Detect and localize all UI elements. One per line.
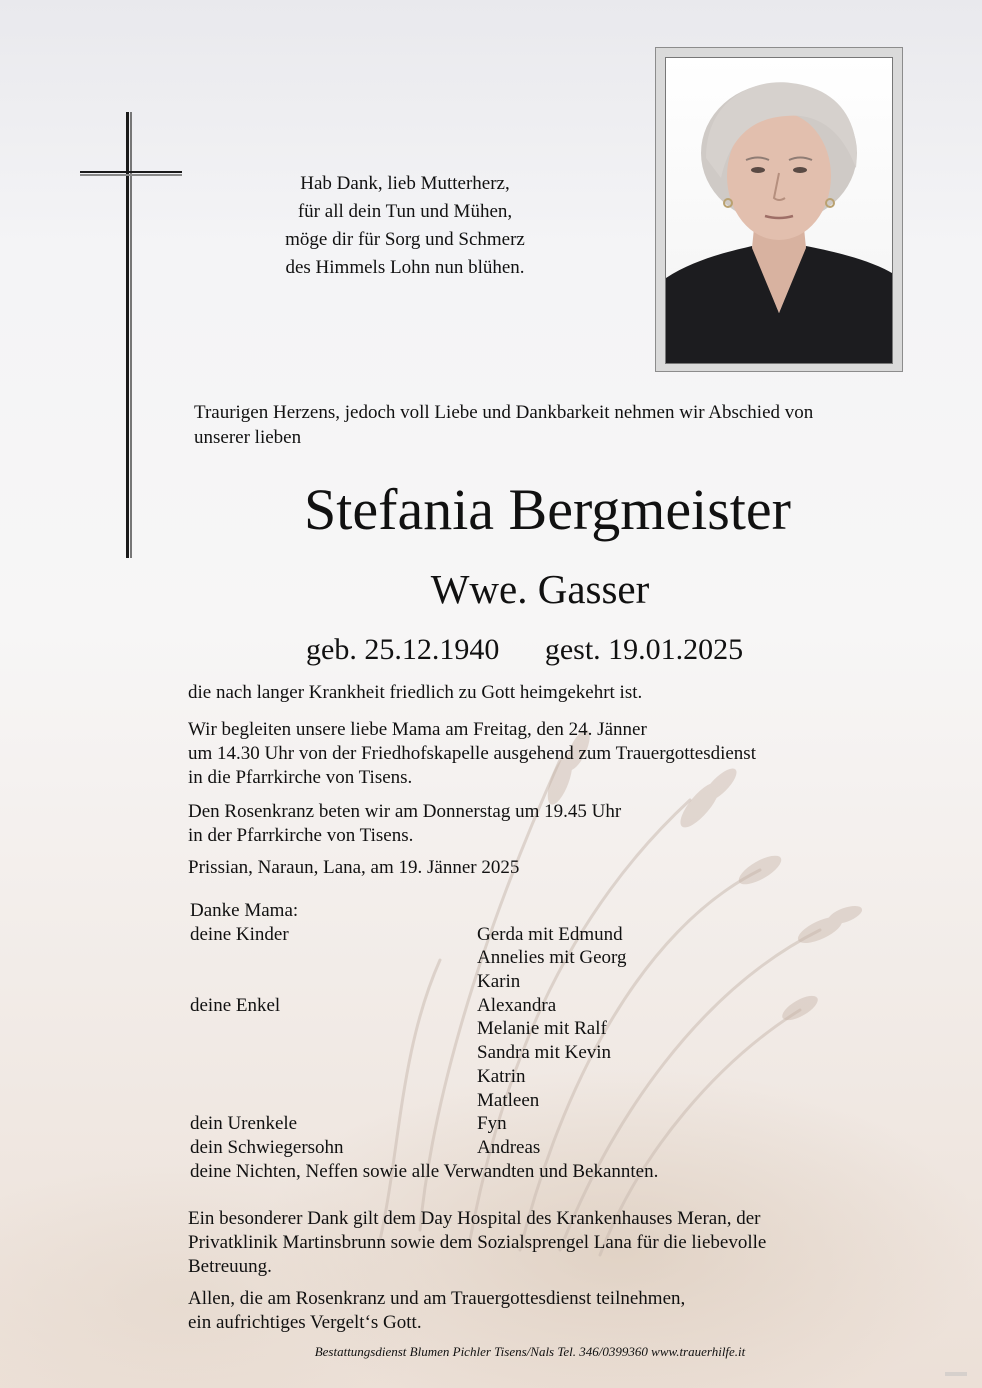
poem-line: des Himmels Lohn nun blühen. bbox=[285, 257, 525, 278]
place-date-text: Prissian, Naraun, Lana, am 19. Jänner 2025 bbox=[188, 857, 520, 878]
mourners-closing bbox=[190, 1160, 950, 1184]
list-item bbox=[190, 970, 950, 994]
portrait-photo bbox=[665, 57, 893, 364]
mourner-name: Alexandra bbox=[477, 994, 557, 1016]
mourner-name: Matleen bbox=[477, 1089, 540, 1111]
portrait-illustration bbox=[666, 58, 892, 363]
relation-label: deine Enkel bbox=[190, 994, 281, 1016]
vergelts-line: Allen, die am Rosenkranz und am Trauergottesdienst teilnehmen, bbox=[188, 1288, 686, 1309]
thanks-line: Betreuung. bbox=[188, 1256, 272, 1277]
list-item bbox=[190, 1017, 950, 1041]
mourner-name: Fyn bbox=[477, 1113, 507, 1135]
list-item bbox=[190, 1065, 950, 1089]
corner-mark bbox=[945, 1372, 967, 1376]
mourner-name: Katrin bbox=[477, 1065, 526, 1087]
poem-line: für all dein Tun und Mühen, bbox=[297, 201, 513, 222]
intro-text bbox=[194, 400, 914, 450]
list-item bbox=[190, 1136, 950, 1160]
mourners-heading-text: Danke Mama: bbox=[190, 900, 299, 921]
cross-bar-shadow bbox=[80, 174, 182, 176]
passing-line bbox=[188, 681, 888, 705]
birth-date: geb. 25.12.1940 bbox=[306, 633, 500, 666]
mourner-name: Andreas bbox=[477, 1136, 541, 1158]
poem-line: Hab Dank, lieb Mutterherz, bbox=[300, 173, 510, 194]
mourners-closing-text: deine Nichten, Neffen sowie alle Verwandten und Bekannten. bbox=[190, 1160, 659, 1182]
funeral-line: um 14.30 Uhr von der Friedhofskapelle ausgehend zum Trauergottesdienst bbox=[188, 743, 756, 764]
list-item bbox=[190, 1041, 950, 1065]
vergelts-line: ein aufrichtiges Vergelt‘s Gott. bbox=[188, 1312, 422, 1333]
relation-label: deine Kinder bbox=[190, 923, 289, 945]
thanks-line: Privatklinik Martinsbrunn sowie dem Sozialsprengel Lana für die liebevolle bbox=[188, 1232, 767, 1253]
list-item bbox=[190, 946, 950, 970]
funeral-service-footer: Bestattungsdienst Blumen Pichler Tisens/Nals Tel. 346/0399360 www.trauerhilfe.it bbox=[314, 1344, 746, 1359]
death-date: gest. 19.01.2025 bbox=[544, 633, 744, 666]
rosary-line: Den Rosenkranz beten wir am Donnerstag um 19.45 Uhr bbox=[188, 801, 622, 822]
portrait-frame bbox=[655, 47, 903, 372]
thanks-line: Ein besonderer Dank gilt dem Day Hospital des Krankenhauses Meran, der bbox=[188, 1208, 761, 1229]
memorial-poem bbox=[230, 170, 580, 282]
list-item bbox=[190, 1089, 950, 1113]
cross-bar bbox=[80, 171, 182, 173]
funeral-line: in die Pfarrkirche von Tisens. bbox=[188, 767, 413, 788]
intro-line: unserer lieben bbox=[194, 427, 302, 448]
rosary-line: in der Pfarrkirche von Tisens. bbox=[188, 825, 414, 846]
mourner-name: Gerda mit Edmund bbox=[477, 923, 623, 945]
list-item bbox=[190, 1112, 950, 1136]
intro-line: Traurigen Herzens, jedoch voll Liebe und Dankbarkeit nehmen wir Abschied von bbox=[194, 402, 814, 423]
vergelts-gott bbox=[188, 1287, 888, 1335]
relation-label: dein Urenkele bbox=[190, 1113, 298, 1135]
mourners-heading bbox=[190, 899, 950, 923]
funeral-info bbox=[188, 718, 888, 790]
mourner-name: Sandra mit Kevin bbox=[477, 1042, 612, 1064]
mourner-name: Karin bbox=[477, 971, 521, 993]
deceased-name: Stefania Bergmeister bbox=[304, 477, 791, 542]
place-date bbox=[188, 856, 888, 880]
list-item bbox=[190, 923, 950, 947]
rosary-info bbox=[188, 800, 888, 848]
poem-line: möge dir für Sorg und Schmerz bbox=[285, 229, 525, 250]
list-item bbox=[190, 994, 950, 1018]
life-dates bbox=[306, 630, 743, 670]
relation-label: dein Schwiegersohn bbox=[190, 1136, 344, 1158]
funeral-line: Wir begleiten unsere liebe Mama am Freitag, den 24. Jänner bbox=[188, 719, 647, 740]
mourners-list bbox=[190, 899, 950, 1183]
deceased-widow-name: Wwe. Gasser bbox=[430, 566, 650, 612]
mourner-name: Annelies mit Georg bbox=[477, 947, 627, 969]
special-thanks bbox=[188, 1207, 888, 1279]
mourner-name: Melanie mit Ralf bbox=[477, 1018, 607, 1040]
passing-text: die nach langer Krankheit friedlich zu Gott heimgekehrt ist. bbox=[188, 682, 643, 703]
